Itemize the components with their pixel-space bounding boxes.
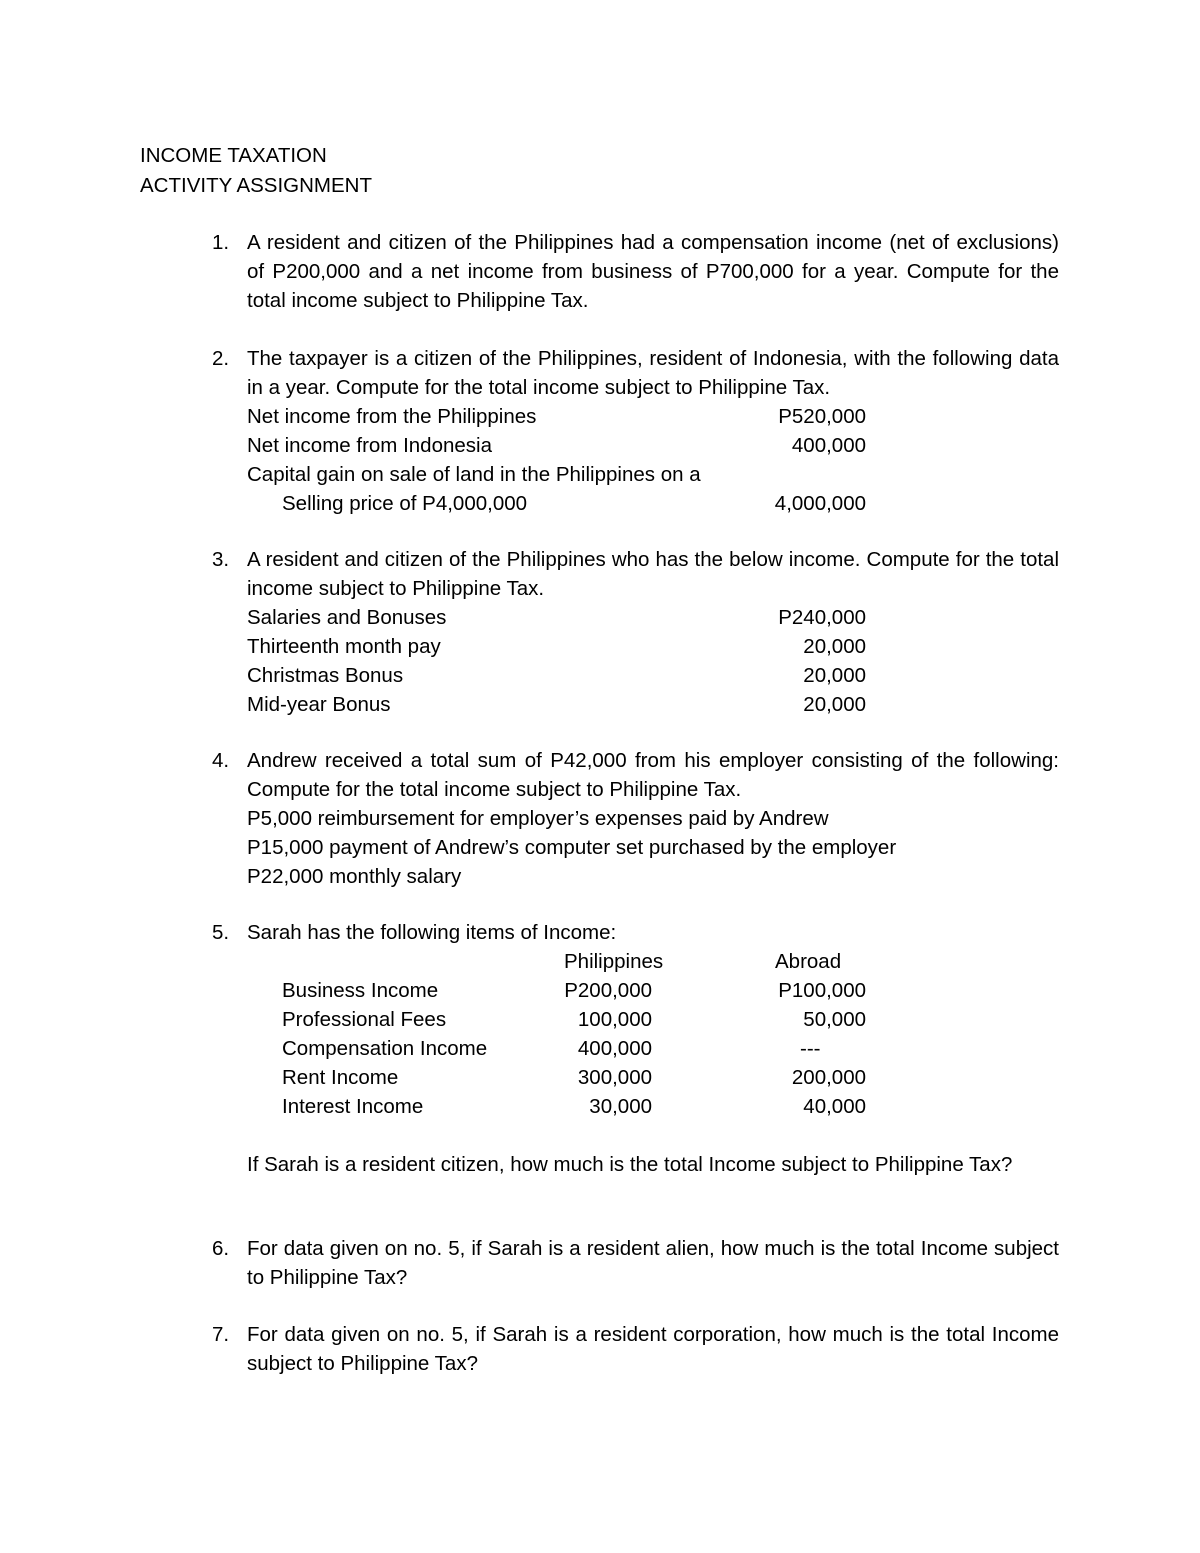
income-label: Business Income [282, 979, 439, 1002]
income-label: Christmas Bonus [247, 664, 404, 687]
income-label: Selling price of P4,000,000 [282, 492, 528, 515]
income-row [247, 402, 1059, 431]
question-number: 2. [212, 347, 230, 370]
income-row [247, 690, 1059, 719]
column-header-abroad: Abroad [775, 950, 842, 973]
income-label: Capital gain on sale of land in the Philippines on a [247, 463, 701, 486]
question-4 [212, 746, 1059, 891]
income-value: 20,000 [803, 635, 866, 658]
table-row [247, 976, 1059, 1005]
income-label: Net income from the Philippines [247, 405, 537, 428]
income-label: Rent Income [282, 1066, 399, 1089]
question-text: For data given on no. 5, if Sarah is a resident alien, how much is the total Income subject to Philippine Tax? [247, 1237, 1059, 1289]
question-2 [212, 344, 1059, 518]
question-number: 1. [212, 231, 230, 254]
income-row [247, 460, 1059, 489]
table-row [247, 1092, 1059, 1121]
question-7 [212, 1320, 1059, 1378]
question-5-prompt: If Sarah is a resident citizen, how much is the total Income subject to Philippine Tax? [247, 1153, 1013, 1176]
table-row [247, 1034, 1059, 1063]
abroad-value: --- [800, 1037, 821, 1060]
income-value: P520,000 [778, 405, 866, 428]
abroad-value: 40,000 [803, 1095, 866, 1118]
income-row [247, 431, 1059, 460]
income-label: Interest Income [282, 1095, 424, 1118]
philippines-value: 30,000 [589, 1095, 652, 1118]
document-title: INCOME TAXATION [140, 144, 327, 167]
question-number: 5. [212, 921, 230, 944]
abroad-value: P100,000 [778, 979, 866, 1002]
table-row [247, 1063, 1059, 1092]
question-6 [212, 1234, 1059, 1292]
income-table [247, 947, 1059, 1121]
question-number: 6. [212, 1237, 230, 1260]
income-label: Net income from Indonesia [247, 434, 492, 457]
income-value: 20,000 [803, 664, 866, 687]
column-header-philippines: Philippines [564, 950, 664, 973]
income-label: Salaries and Bonuses [247, 606, 447, 629]
question-number: 3. [212, 548, 230, 571]
income-value: 20,000 [803, 693, 866, 716]
income-value: P240,000 [778, 606, 866, 629]
income-table-header [247, 947, 1059, 976]
abroad-value: 200,000 [791, 1066, 866, 1089]
document-header [140, 141, 372, 201]
question-text: A resident and citizen of the Philippines who has the below income. Compute for the total income subject to Philippine Tax. [247, 548, 1059, 600]
philippines-value: 400,000 [577, 1037, 652, 1060]
income-row [247, 489, 1059, 518]
question-number: 4. [212, 749, 230, 772]
question-3 [212, 545, 1059, 719]
payment-list [247, 804, 1059, 891]
payment-line: P22,000 monthly salary [247, 865, 462, 888]
philippines-value: 300,000 [577, 1066, 652, 1089]
table-row [247, 1005, 1059, 1034]
question-number: 7. [212, 1323, 230, 1346]
question-text: The taxpayer is a citizen of the Philippines, resident of Indonesia, with the following data in a year. Compute for the total income subject to Philippine Tax. [247, 347, 1059, 399]
income-row [247, 661, 1059, 690]
income-label: Compensation Income [282, 1037, 488, 1060]
question-text: Sarah has the following items of Income: [247, 921, 617, 944]
income-list [247, 603, 1059, 719]
question-1 [212, 228, 1059, 315]
income-label: Professional Fees [282, 1008, 447, 1031]
philippines-value: P200,000 [564, 979, 652, 1002]
question-text: For data given on no. 5, if Sarah is a resident corporation, how much is the total Income subject to Philippine Tax? [247, 1323, 1059, 1375]
abroad-value: 50,000 [803, 1008, 866, 1031]
payment-line: P15,000 payment of Andrew’s computer set purchased by the employer [247, 836, 897, 859]
philippines-value: 100,000 [577, 1008, 652, 1031]
question-5 [212, 918, 1059, 1179]
document-subtitle: ACTIVITY ASSIGNMENT [140, 174, 372, 197]
income-label: Mid-year Bonus [247, 693, 391, 716]
income-value: 400,000 [791, 434, 866, 457]
income-row [247, 603, 1059, 632]
income-list [247, 402, 1059, 518]
question-text: Andrew received a total sum of P42,000 from his employer consisting of the following: Compute for the total income subject to Philippine Tax. [247, 749, 1059, 801]
payment-line: P5,000 reimbursement for employer’s expenses paid by Andrew [247, 807, 829, 830]
income-row [247, 632, 1059, 661]
income-value: 4,000,000 [774, 492, 866, 515]
question-text: A resident and citizen of the Philippines had a compensation income (net of exclusions) of P200,000 and a net income from business of P700,000 for a year. Compute for the total income subject to Philippine Tax. [247, 231, 1059, 312]
income-label: Thirteenth month pay [247, 635, 441, 658]
